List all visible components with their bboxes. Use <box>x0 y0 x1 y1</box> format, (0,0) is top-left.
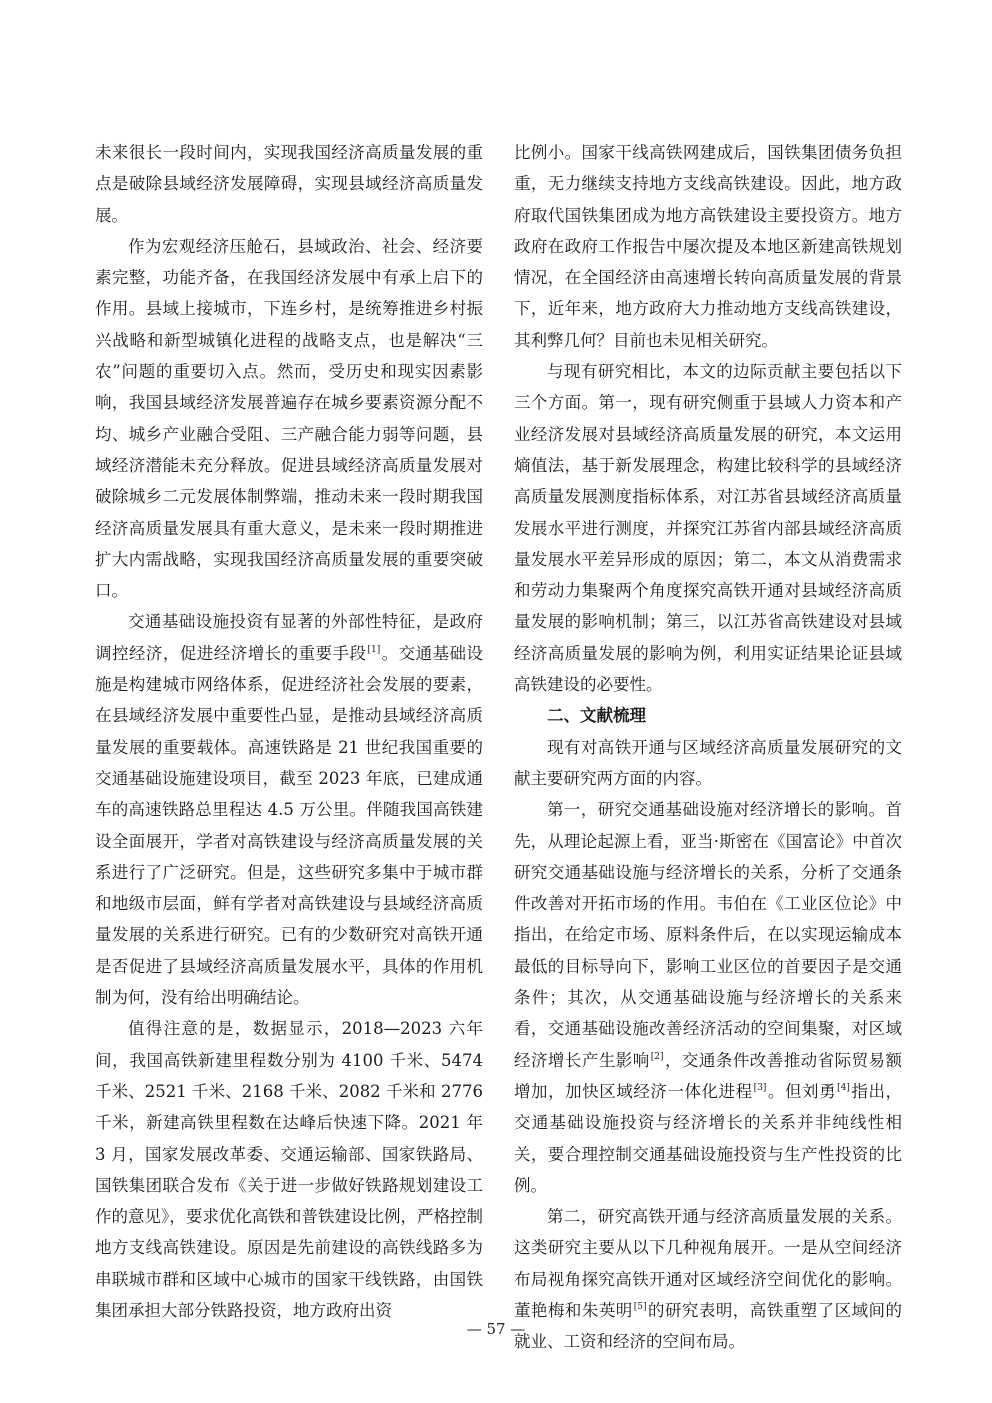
citation-ref: [2] <box>650 1052 664 1063</box>
paragraph-text: 第二，研究高铁开通与经济高质量发展的关系。这类研究主要从以下几种视角展开。一是从空间经济布局视角探究高铁开通对区域经济空间优化的影响。董艳梅和朱英明 <box>514 1207 902 1320</box>
page-number: — 57 — <box>466 1320 526 1338</box>
paragraph-text: ，交通条件改善推动省际贸易额增加，加快区域经济一体化进程 <box>514 1050 903 1101</box>
section-heading: 二、文献梳理 <box>547 706 646 726</box>
paragraph: 比例小。国家干线高铁网建成后，国铁集团债务负担重，无力继续支持地方支线高铁建设。因此，地方政府取代国铁集团成为地方高铁建设主要投资方。地方政府在政府工作报告中屡次提及本地区新建高铁规划情况，在全国经济由高速增长转向高质量发展的背景下，近年来，地方政府大力推动地方支线高铁建设，其利弊几何？目前也未见相关研究。 <box>514 143 902 350</box>
paragraph: 值得注意的是，数据显示，2018—2023 六年间，我国高铁新建里程数分别为 4100 千米、5474 千米、2521 千米、2168 千米、2082 千米和 2776 千米，新建高铁里程数在达峰后快速下降。2021 年 3 月，国家发展改革委、交通运输部、国家铁路局、国铁集团联合发布《关于进一步做好铁路规划建设工作的意见》，要求优化高铁和普铁建设比例，严格控制地方支线高铁建设。原因是先前建设的高铁线路多为串联城市群和区域中心城市的国家干线铁路，由国铁集团承担大部分铁路投资，地方政府出资 <box>95 1019 483 1320</box>
citation-ref: [4] <box>837 1083 850 1094</box>
citation-ref: [5] <box>633 1302 647 1313</box>
paragraph-text: 。交通基础设施是构建城市网络体系，促进经济社会发展的要素，在县域经济发展中重要性凸显，是推动县域经济高质量发展的重要载体。高速铁路是 21 世纪我国重要的交通基础设施建设项目，截至 2023 年底，已建成通车的高速铁路总里程达 4.5 万公里。伴随我国高铁建设全面展开，学者对高铁建设与经济高质量发展的关系进行了广泛研究。但是，这些研究多集中于城市群和地级市层面，鲜有学者对高铁建设与县域经济高质量发展的关系进行研究。已有的少数研究对高铁开通是否促进了县域经济高质量发展水平，具体的作用机制为何，没有给出明确结论。 <box>95 643 484 1008</box>
paragraph: 作为宏观经济压舱石，县域政治、社会、经济要素完整，功能齐备，在我国经济发展中有承上启下的作用。县域上接城市，下连乡村，是统筹推进乡村振兴战略和新型城镇化进程的战略支点，也是解决“三农”问题的重要切入点。然而，受历史和现实因素影响，我国县域经济发展普遍存在城乡要素资源分配不均、城乡产业融合受阻、三产融合能力弱等问题，县域经济潜能未充分释放。促进县域经济高质量发展对破除城乡二元发展体制弊端，推动未来一段时期我国经济高质量发展具有重大意义，是未来一段时期推进扩大内需战略，实现我国经济高质量发展的重要突破口。 <box>95 236 483 601</box>
paragraph: 与现有研究相比，本文的边际贡献主要包括以下三个方面。第一，现有研究侧重于县域人力资本和产业经济发展对县域经济高质量发展的研究，本文运用熵值法，基于新发展理念，构建比较科学的县域经济高质量发展测度指标体系，对江苏省县域经济高质量发展水平进行测度，并探究江苏省内部县域经济高质量发展水平差异形成的原因；第二，本文从消费需求和劳动力集聚两个角度探究高铁开通对县域经济高质量发展的影响机制；第三，以江苏省高铁建设对县域经济高质量发展的影响为例，利用实证结果论证县域高铁建设的必要性。 <box>514 362 902 695</box>
citation-ref: [1] <box>367 645 381 656</box>
paragraph-text: 第一，研究交通基础设施对经济增长的影响。首先，从理论起源上看，亚当·斯密在《国富论》中首次研究交通基础设施与经济增长的关系，分析了交通条件改善对开拓市场的作用。韦伯在《工业区位论》中指出，在给定市场、原料条件后，在以实现运输成本最低的目标导向下，影响工业区位的首要因子是交通条件；其次，从交通基础设施与经济增长的关系来看，交通基础设施改善经济活动的空间集聚，对区域经济增长产生影响 <box>514 800 902 1070</box>
paragraph <box>514 794 902 1201</box>
paragraph: 现有对高铁开通与区域经济高质量发展研究的文献主要研究两方面的内容。 <box>514 737 902 788</box>
right-column <box>514 137 902 1358</box>
paragraph-text: 的研究表明，高铁重塑了区域间的就业、工资和经济的空间布局。 <box>514 1300 903 1352</box>
paragraph-text: 指出，交通基础设施投资与经济增长的关系并非纯线性相关，要合理控制交通基础设施投资与生产性投资的比例。 <box>514 1081 903 1195</box>
citation-ref: [3] <box>753 1083 767 1094</box>
paragraph <box>95 606 483 1013</box>
paragraph: 未来很长一段时间内，实现我国经济高质量发展的重点是破除县域经济发展障碍，实现县域经济高质量发展。 <box>95 143 483 225</box>
paragraph-text: 。但刘勇 <box>767 1081 837 1101</box>
left-column <box>95 137 483 1326</box>
paragraph-text: 交通基础设施投资有显著的外部性特征，是政府调控经济，促进经济增长的重要手段 <box>95 612 483 663</box>
